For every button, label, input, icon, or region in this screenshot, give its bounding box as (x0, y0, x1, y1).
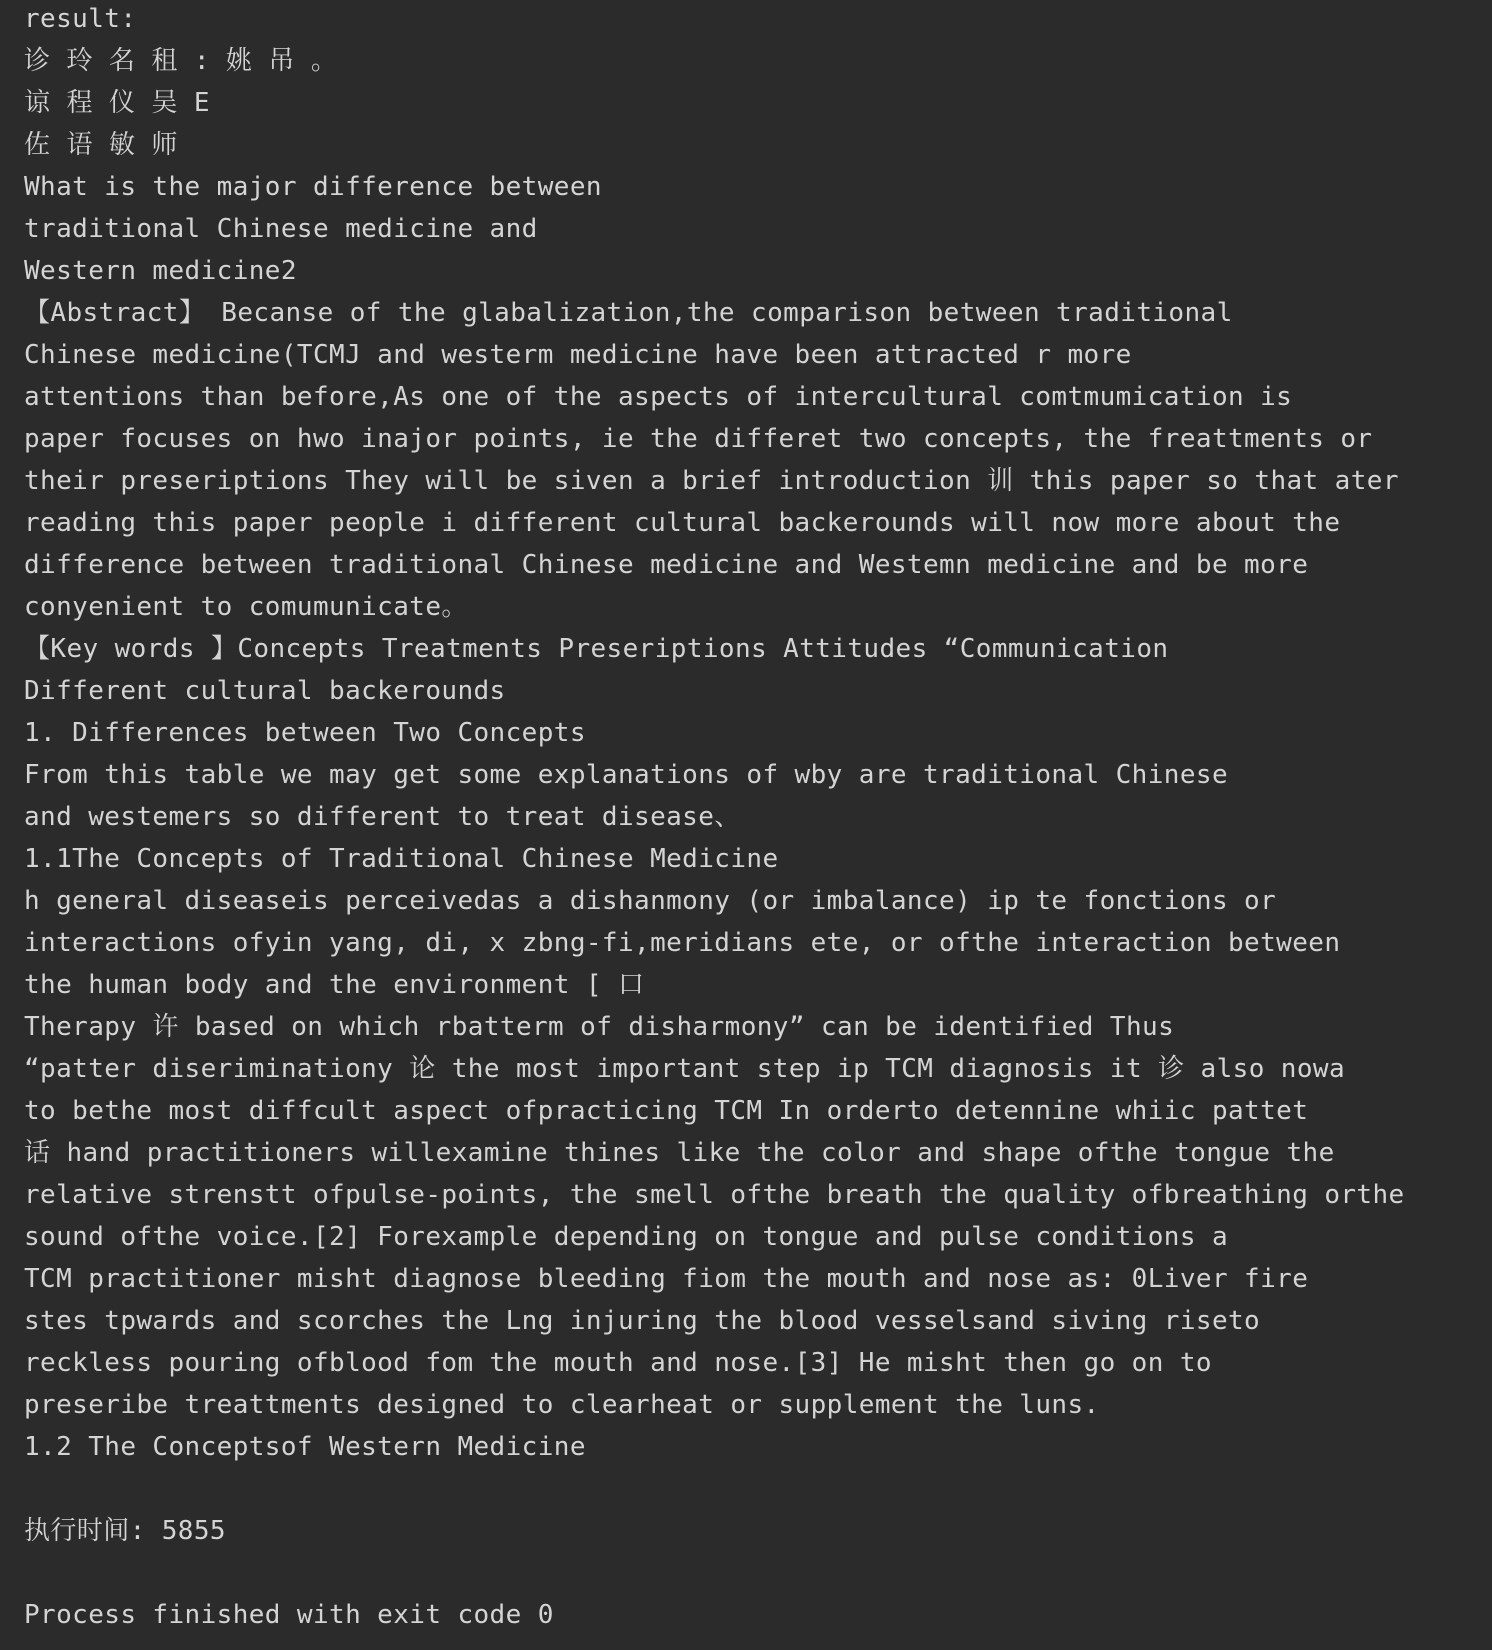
console-line: 1.2 The Conceptsof Western Medicine (24, 1432, 586, 1462)
console-line: Therapy 许 based on which rbatterm of disharmony” can be identified Thus (24, 1012, 1175, 1042)
console-line: “patter diseriminationy 论 the most important step ip TCM diagnosis it 诊 also nowa (24, 1054, 1346, 1084)
console-line: Different cultural backerounds (24, 676, 506, 706)
console-line: result: (24, 4, 137, 34)
console-line: conyenient to comumunicate。 (24, 592, 468, 622)
console-line: their preseriptions They will be siven a brief introduction 训 this paper so that ater (24, 466, 1399, 496)
console-line: reckless pouring ofblood fom the mouth and nose.[3] He misht then go on to (24, 1348, 1212, 1378)
console-line: 佐 语 敏 师 (24, 130, 178, 160)
console-line: 1.1The Concepts of Traditional Chinese Medicine (24, 844, 779, 874)
console-line: difference between traditional Chinese medicine and Westemn medicine and be more (24, 550, 1309, 580)
console-output (24, 0, 1474, 1650)
console-line: stes tpwards and scorches the Lng injuring the blood vesselsand siving riseto (24, 1306, 1261, 1336)
console-line: Chinese medicine(TCMJ and westerm medicine have been attracted r more (24, 340, 1132, 370)
console-line: paper focuses on hwo inajor points, ie the differet two concepts, the freattments or (24, 424, 1373, 454)
console-line: 【Key words 】Concepts Treatments Preseriptions Attitudes “Communication (24, 634, 1169, 664)
console-line: h general diseaseis perceivedas a dishanmony (or imbalance) ip te fonctions or (24, 886, 1277, 916)
console-line: relative strenstt ofpulse-points, the smell ofthe breath the quality ofbreathing orthe (24, 1180, 1405, 1210)
console-line: 谅 程 仪 吴 E (24, 88, 210, 118)
console-line: 1. Differences between Two Concepts (24, 718, 586, 748)
console-line: traditional Chinese medicine and (24, 214, 538, 244)
console-line: and westemers so different to treat disease、 (24, 802, 741, 832)
console-line: 诊 玲 名 租 : 姚 吊 。 (24, 46, 338, 76)
console-line: Process finished with exit code 0 (24, 1600, 554, 1630)
console-line: From this table we may get some explanations of wby are traditional Chinese (24, 760, 1228, 790)
console-line: TCM practitioner misht diagnose bleeding fiom the mouth and nose as: 0Liver fire (24, 1264, 1309, 1294)
console-line: the human body and the environment [ 口 (24, 970, 645, 1000)
console-line: interactions ofyin yang, di, x zbng-fi,meridians ete, or ofthe interaction between (24, 928, 1341, 958)
console-line: reading this paper people i different cultural backerounds will now more about the (24, 508, 1341, 538)
console-line: 【Abstract】 Becanse of the glabalization,the comparison between traditional (24, 298, 1233, 328)
console-line: sound ofthe voice.[2] Forexample depending on tongue and pulse conditions a (24, 1222, 1228, 1252)
console-line: to bethe most diffcult aspect ofpracticing TCM In orderto detennine whiic pattet (24, 1096, 1309, 1126)
console-line: 话 hand practitioners willexamine thines like the color and shape ofthe tongue the (24, 1138, 1335, 1168)
console-line: preseribe treattments designed to clearheat or supplement the luns. (24, 1390, 1100, 1420)
console-line: Western medicine2 (24, 256, 297, 286)
console-line: 执行时间: 5855 (24, 1516, 226, 1546)
console-line: What is the major difference between (24, 172, 602, 202)
console-line: attentions than before,As one of the aspects of intercultural comtmumication is (24, 382, 1293, 412)
